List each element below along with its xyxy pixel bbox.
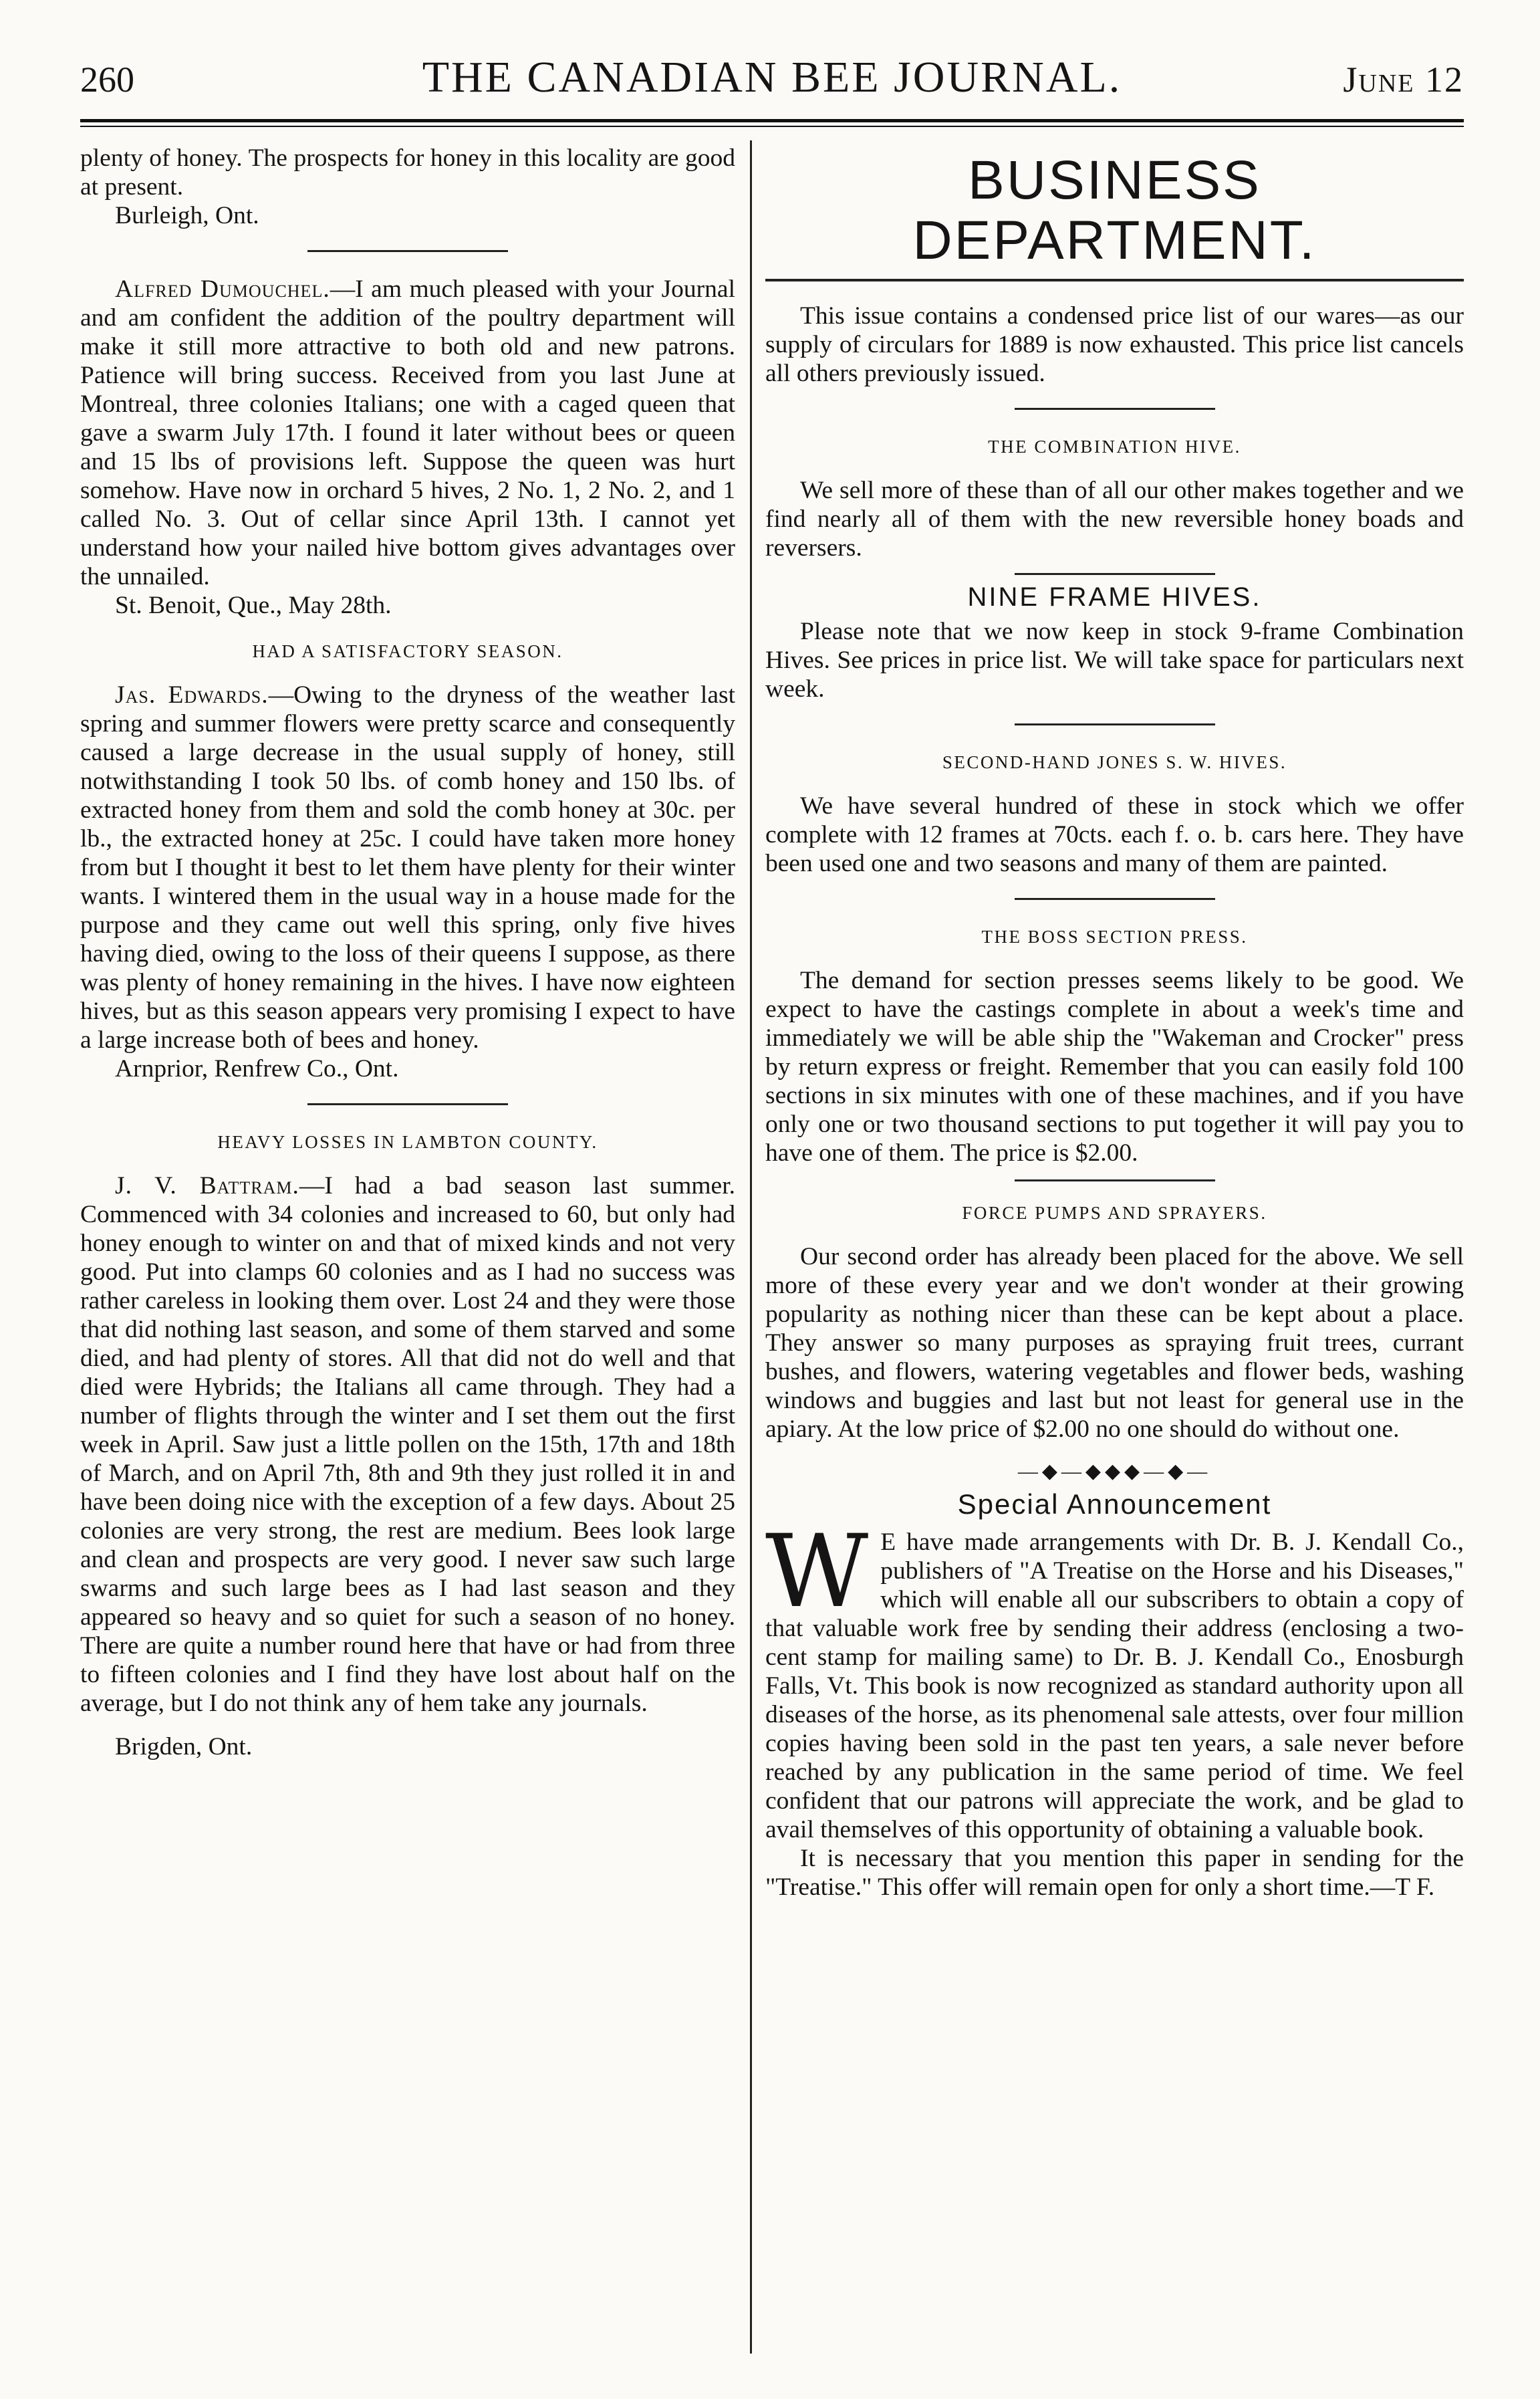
- ornament-divider: —◆—◆◆◆—◆—: [1017, 1460, 1212, 1482]
- drop-cap: W: [765, 1514, 869, 1630]
- special-announcement-heading: Special Announcement: [957, 1488, 1272, 1520]
- letter-edwards: [80, 681, 735, 1054]
- section-paragraph: The demand for section presses seems likely to be good. We expect to have the castings complete in about a week's time and immediately we will be able ship the "Wakeman and Crocker" press by return express or freight. Remember that you can easily fold 100 sections in six minutes with one of these machines, and if you have only one or two thousand sections to put together it will pay you to have one of them. The price is $2.00.: [765, 967, 1464, 1167]
- letter-place: Arnprior, Renfrew Co., Ont.: [115, 1055, 399, 1082]
- header-rule: [80, 119, 1464, 122]
- section-paragraph: Please note that we now keep in stock 9-frame Combination Hives. See prices in price list. We will take space for particulars next week.: [765, 618, 1464, 703]
- letter-place: St. Benoit, Que., May 28th.: [115, 592, 392, 619]
- issue-date: June 12: [1343, 60, 1464, 100]
- header-rule-thin: [80, 126, 1464, 127]
- special-announcement-paragraph: [765, 1514, 1464, 1844]
- left-column: [80, 144, 735, 1761]
- section-heading: SECOND-HAND JONES S. W. HIVES.: [942, 752, 1287, 772]
- column-divider: [750, 140, 752, 2354]
- heading-rule: [765, 279, 1464, 281]
- intro-place: Burleigh, Ont.: [115, 202, 259, 229]
- letter-author: J. V. Battram.: [115, 1172, 299, 1200]
- letter-body: —Owing to the dryness of the weather last spring and summer flowers were pretty scarce and consequently caused a large decrease in the usual supply of honey, still notwithstanding I took 50 lbs. of comb honey and 150 lbs. of extracted honey from them and sold the comb honey at 30c. per lb., the extracted honey at 25c. I could have taken more honey from but I thought it best to let them have plenty for their winter wants. I wintered them in the usual way in a house made for the purpose and they came out well this spring, only five hives having died, owing to the loss of their queens I suppose, as there was plenty of honey remaining in the hives. I have now eighteen hives, but as this season appears very promising I expect to have a large increase both of bees and honey.: [80, 681, 735, 1054]
- section-paragraph: We sell more of these than of all our other makes together and we find nearly all of them with the new reversible honey boads and reversers.: [765, 477, 1464, 562]
- letter-body: —I had a bad season last summer. Commenced with 34 colonies and increased to 60, but only had honey enough to winter on and that of mixed kinds and not very good. Put into clamps 60 colonies and as I had no success was rather careless in looking them over. Lost 24 and they were those that did nothing last season, and some of them starved and some died, and had plenty of stores. All that did not do well and that died were Hybrids; the Italians all came through. They had a number of flights through the winter and I set them out the first week in April. Saw just a little pollen on the 15th, 17th and 18th of March, and on April 7th, 8th and 9th they just rolled it in and have been doing nice with the exception of a few days. About 25 colonies are very strong, the rest are medium. Bees look large and clean and prospects are very good. I never saw such large swarms and such large bees as I had last season and they appeared so heavy and so quiet for such a season of no honey. There are quite a number round here that have or had from three to fifteen colonies and I find they have lost about half on the average, but I do not think any of hem take any journals.: [80, 1172, 735, 1717]
- special-body: E have made arrangements with Dr. B. J. Kendall Co., publishers of "A Treatise on the Horse and his Diseases," which will enable all our subscribers to obtain a copy of that valuable work free by sending their address (enclosing a two-cent stamp for mailing same) to Dr. B. J. Kendall Co., Enosburgh Falls, Vt. This book is now recognized as standard authority upon all diseases of the horse, as its phenomenal sale attests, over four million copies having been sold in the past ten years, a sale never before reached by any publication in the same period of time. We feel confident that our patrons will appreciate the work, and be glad to avail themselves of this opportunity of obtaining a valuable book.: [765, 1528, 1464, 1843]
- journal-title: THE CANADIAN BEE JOURNAL.: [422, 53, 1122, 102]
- business-intro: This issue contains a condensed price list of our wares—as our supply of circulars for 1889 is now exhausted. This price list cancels all others previously issued.: [765, 302, 1464, 387]
- department-heading: BUSINESS DEPARTMENT.: [912, 150, 1317, 271]
- section-paragraph: Our second order has already been placed for the above. We sell more of these every year and we don't wonder at their growing popularity as nothing nicer than these can be kept about a place. They answer so many purposes as spraying fruit trees, currant bushes, and flowers, watering vegetables and flower beds, washing windows and buggies and last but not least for general use in the apiary. At the low price of $2.00 no one should do without one.: [765, 1243, 1464, 1443]
- section-heading: THE COMBINATION HIVE.: [988, 437, 1241, 457]
- section-heading: HAD A SATISFACTORY SEASON.: [252, 641, 563, 661]
- intro-paragraph: plenty of honey. The prospects for honey in this locality are good at present.: [80, 144, 735, 201]
- page-number: 260: [80, 60, 134, 100]
- divider-rule: [1015, 723, 1215, 725]
- letter-battram: [80, 1171, 735, 1718]
- letter-body: —I am much pleased with your Journal and am confident the addition of the poultry department will make it still more attractive to both old and new patrons. Patience will bring success. Received from you last June at Montreal, three colonies Italians; one with a caged queen that gave a swarm July 17th. I found it later without bees or queen and 15 lbs of provisions left. Suppose the queen was hurt somehow. Have now in orchard 5 hives, 2 No. 1, 2 No. 2, and 1 called No. 3. Out of cellar since April 13th. I cannot yet understand how your nailed hive bottom gives advantages over the unnailed.: [80, 275, 735, 590]
- letter-place: Brigden, Ont.: [115, 1733, 253, 1760]
- letter-author: Alfred Dumouchel.: [115, 275, 330, 303]
- section-heading: FORCE PUMPS AND SPRAYERS.: [962, 1203, 1267, 1223]
- divider-rule: [1015, 1179, 1215, 1181]
- divider-rule: [1015, 573, 1215, 575]
- letter-dumouchel: [80, 275, 735, 591]
- section-paragraph: We have several hundred of these in stock which we offer complete with 12 frames at 70cts. each f. o. b. cars here. They have been used one and two seasons and many of them are painted.: [765, 792, 1464, 877]
- section-heading: HEAVY LOSSES IN LAMBTON COUNTY.: [217, 1132, 598, 1152]
- divider-rule: [1015, 898, 1215, 900]
- divider-rule: [1015, 408, 1215, 410]
- divider-rule: [307, 1103, 508, 1105]
- special-closing-paragraph: It is necessary that you mention this paper in sending for the "Treatise." This offer will remain open for only a short time.—T F.: [765, 1845, 1464, 1901]
- right-column: [765, 144, 1464, 1902]
- letter-author: Jas. Edwards.: [115, 681, 269, 709]
- section-heading: NINE FRAME HIVES.: [967, 582, 1262, 612]
- section-heading: THE BOSS SECTION PRESS.: [981, 927, 1248, 947]
- page-header: [80, 47, 1464, 114]
- divider-rule: [307, 250, 508, 252]
